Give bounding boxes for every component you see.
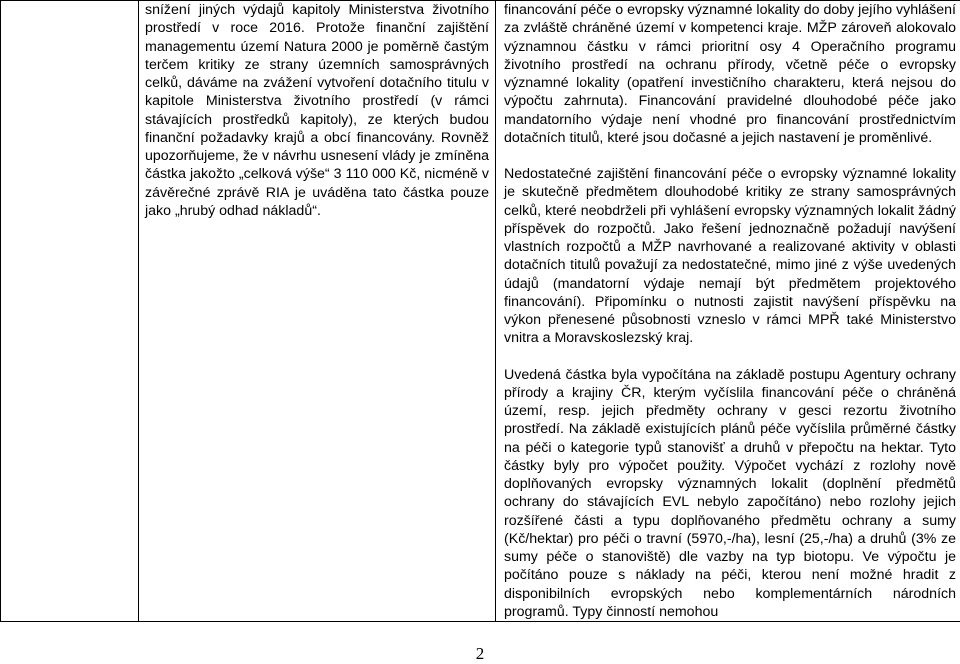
- empty-first-column-cell: [1, 1, 139, 622]
- table-row: [1, 1, 960, 622]
- response-paragraph-3: Uvedená částka byla vypočítána na základě postupu Agentury ochrany přírody a krajiny ČR, kterým vyčíslila financování péče o chráněná území, resp. jejich předměty ochrany v gesci rezortu životního prostředí. Na základě existujících plánů péče vyčíslila průměrné částky na péči o kategorie typů stanovišť a druhů v přepočtu na hektar. Tyto částky byly pro výpočet použity. Výpočet vychází z rozlohy nově doplňovaných evropsky významných lokalit (doplnění předmětů ochrany do stávajících EVL nebylo započítáno) nebo rozlohy jejich rozšířené části a typu doplňovaného předmětu ochrany a sumy (Kč/hektar) pro péči o travní (5970,-/ha), lesní (25,-/ha) a druhů (3% ze sumy péče o stanoviště) dle vazby na typ biotopu. Ve výpočtu je počítáno pouze s náklady na péči, kterou není možné hradit z disponibilních evropských nebo komplementárních národních programů. Typy činností nemohou: [504, 366, 956, 622]
- response-text-cell: [496, 1, 960, 622]
- response-paragraph-2: Nedostatečné zajištění financování péče o evropsky významné lokality je skutečně předmětem dlouhodobé kritiky ze strany samosprávných celků, které neobdrželi při vyhlášení evropsky významných lokalit žádný příspěvek do rozpočtů. Jako řešení jednoznačně požadují navýšení vlastních rozpočtů a MŽP navrhované a realizované aktivity v oblasti dotačních titulů považují za nedostatečné, mimo jiné z výše uvedených údajů (mandatorní výdaje nemají být předmětem projektového financování). Připomínku o nutnosti zajistit navýšení příspěvku na výkon přenesené působnosti vzneslo v rámci MPŘ také Ministerstvo vnitra a Moravskoslezský kraj.: [504, 165, 956, 348]
- comment-paragraph: snížení jiných výdajů kapitoly Ministerstva životního prostředí v roce 2016. Protože finanční zajištění managementu území Natura 2000 je poměrně častým terčem kritiky ze strany územních samosprávných celků, dáváme na zvážení vytvoření dotačního titulu v kapitole Ministerstva životního prostředí (v rámci stávajících prostředků kapitoly), ze kterých budou finanční požadavky krajů a obcí financovány. Rovněž upozorňujeme, že v návrhu usnesení vlády je zmíněna částka jakožto „celková výše“ 3 110 000 Kč, nicméně v závěrečné zprávě RIA je uváděna tato částka pouze jako „hrubý odhad nákladů“.: [145, 1, 489, 220]
- page-number: 2: [0, 644, 960, 664]
- comment-text-cell: [139, 1, 496, 622]
- response-paragraph-1: financování péče o evropsky významné lokality do doby jejího vyhlášení za zvláště chráněné území v kompetenci kraje. MŽP zároveň alokovalo významnou částku v rámci prioritní osy 4 Operačního programu životního prostředí na ochranu přírody, včetně péče o evropsky významné lokality (opatření investičního charakteru, která nejsou do výpočtu zahrnuta). Financování pravidelné dlouhodobé péče jako mandatorního výdaje není vhodné pro financování prostřednictvím dotačních titulů, které jsou dočasné a jejich nastavení je proměnlivé.: [504, 1, 956, 147]
